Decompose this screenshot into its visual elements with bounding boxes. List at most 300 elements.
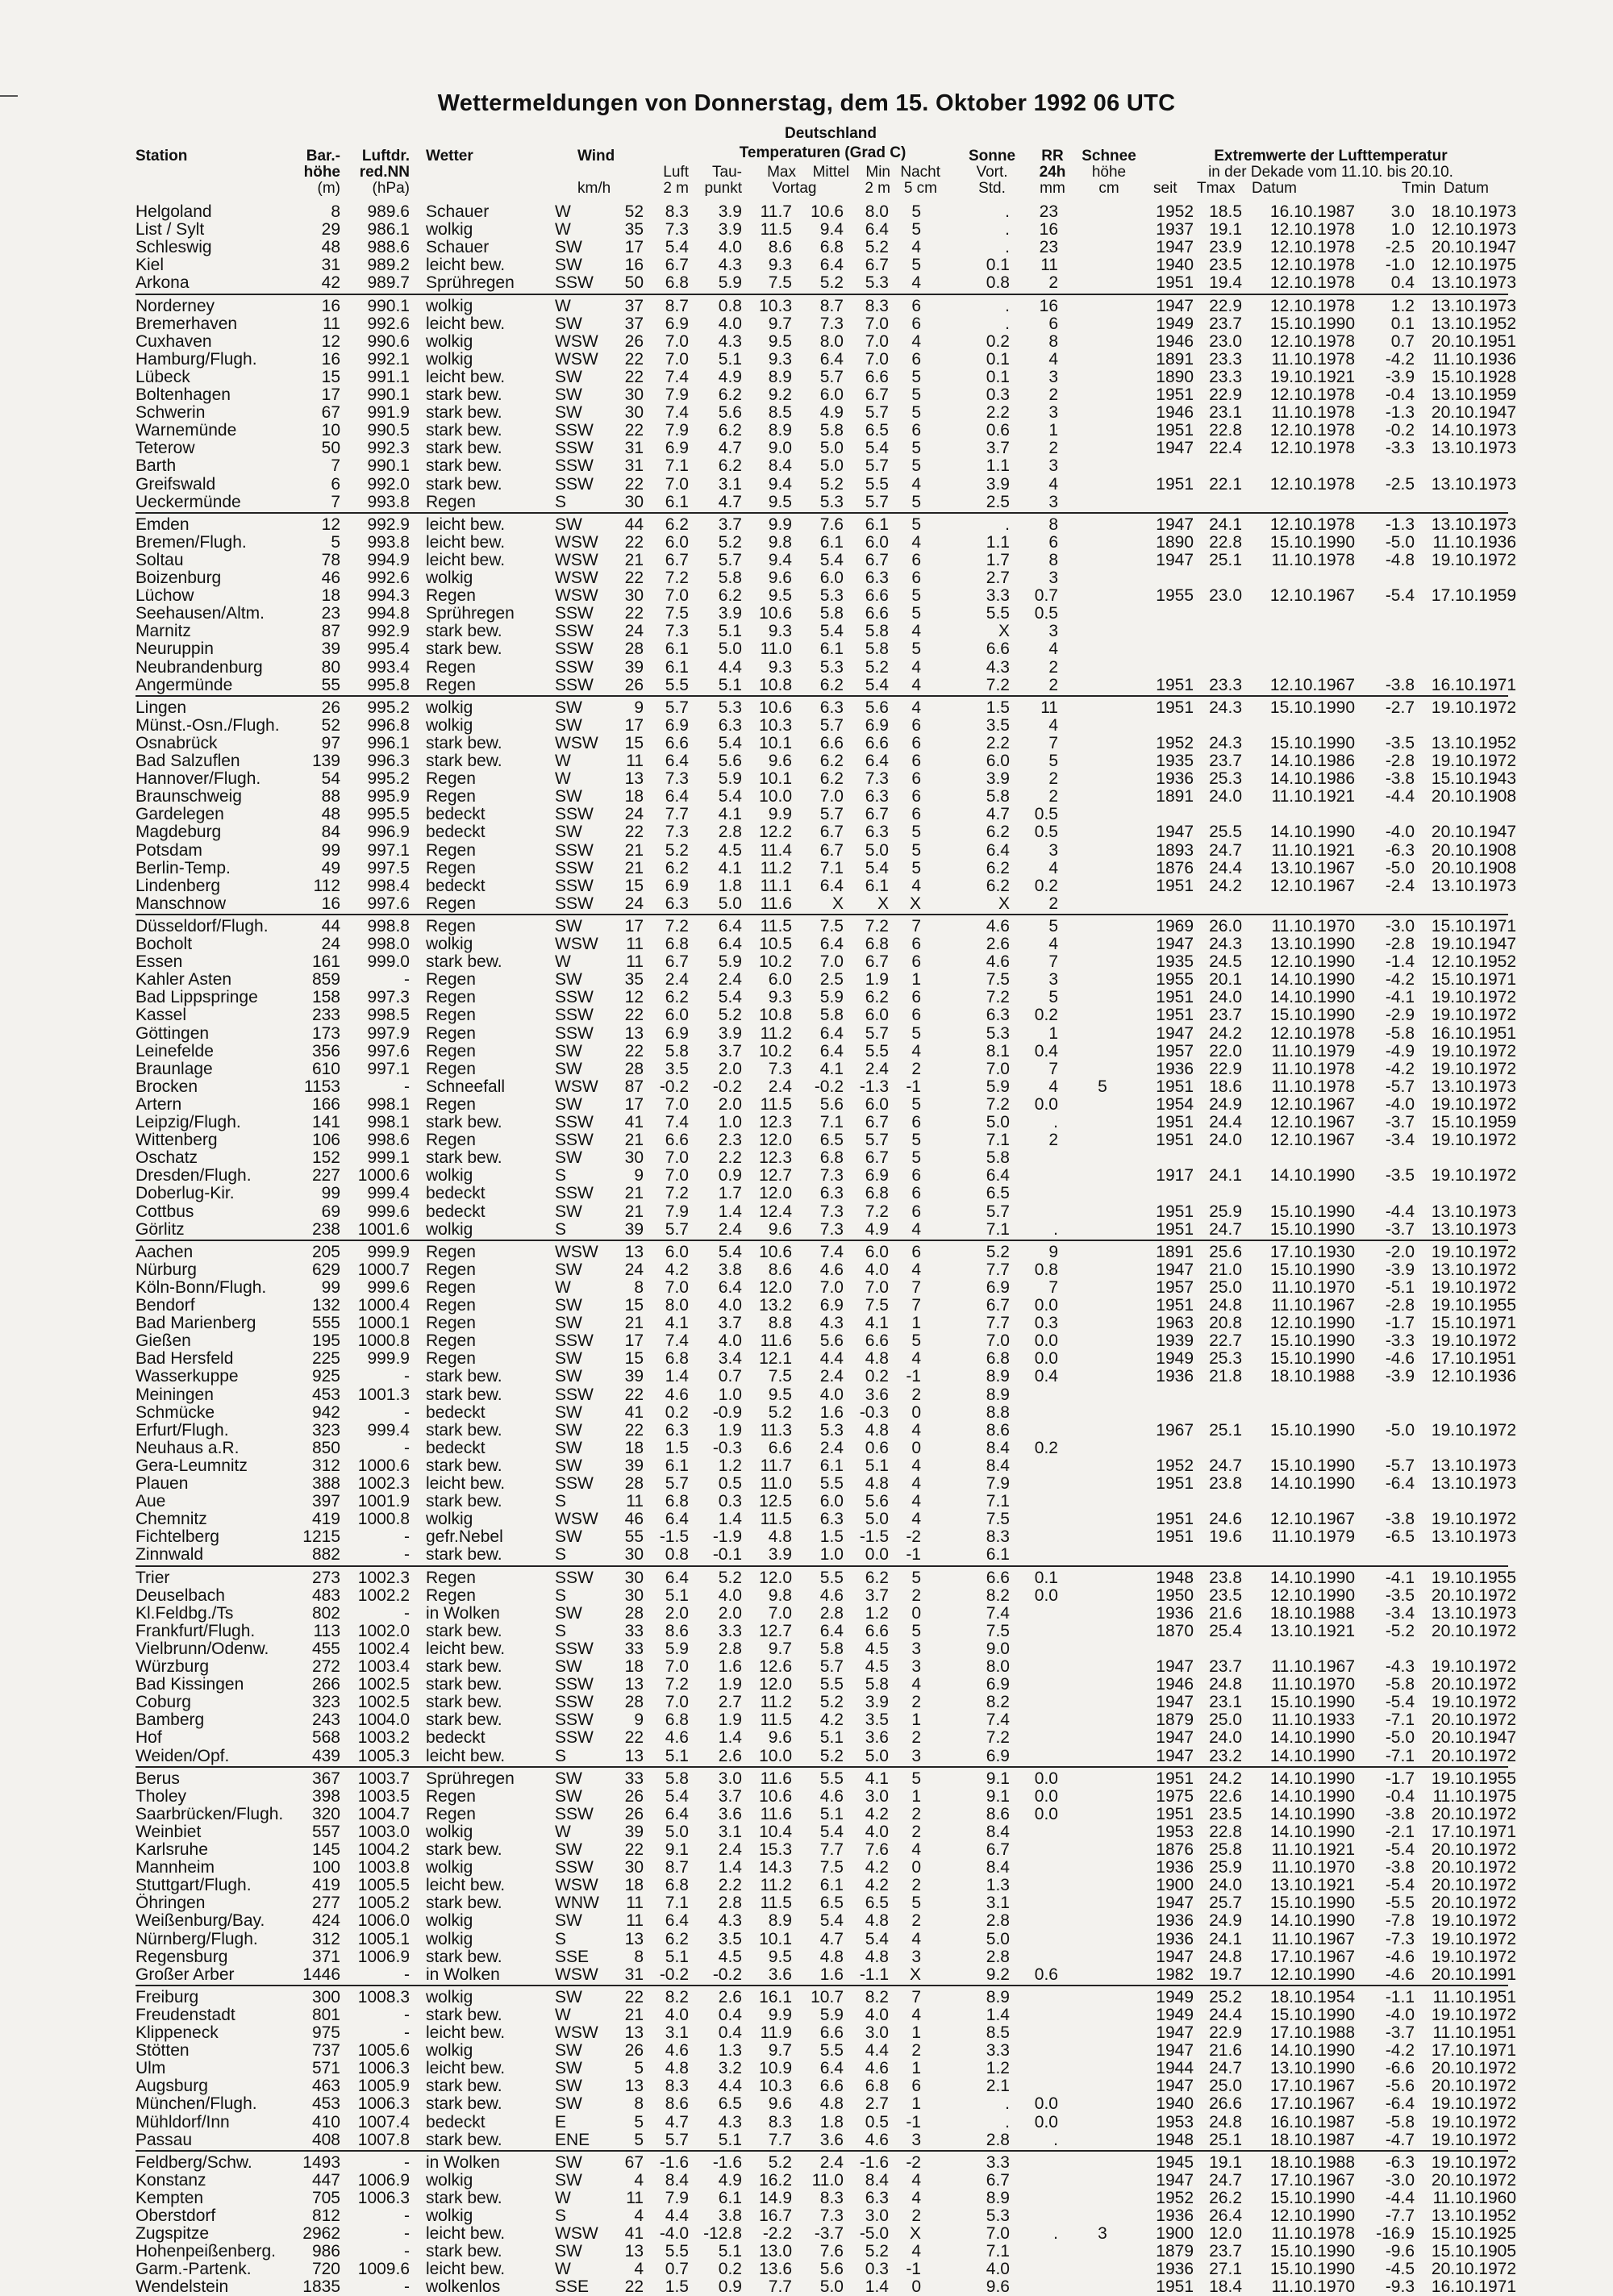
- cell-mittel: 5.3: [819, 1420, 844, 1440]
- cell-wetter: stark bew.: [426, 1657, 502, 1676]
- cell-rr: 9: [1048, 1242, 1058, 1261]
- cell-tmin: 0.4: [1390, 273, 1415, 293]
- hdr-tmin: Tmin: [1402, 180, 1436, 197]
- cell-wind-speed: 39: [624, 657, 644, 677]
- cell-tmin: -4.4: [1385, 787, 1415, 806]
- cell-seit: 1951: [1156, 1769, 1194, 1788]
- cell-max: 11.2: [760, 1023, 792, 1043]
- cell-wind-speed: 33: [624, 1639, 644, 1658]
- cell-min-2m: 3.5: [865, 1711, 889, 1730]
- cell-tmax-datum: 11.10.1970: [1271, 1675, 1355, 1694]
- cell-luftdruck: 989.6: [367, 202, 410, 221]
- cell-taupunkt: 4.3: [718, 1911, 742, 1931]
- cell-max: 12.3: [759, 1148, 792, 1168]
- cell-station: Passau: [135, 2130, 193, 2149]
- cell-tmin-datum: 13.10.1973: [1431, 1202, 1516, 1221]
- cell-min-2m: 8.3: [865, 296, 889, 315]
- cell-luftdruck: 1003.0: [357, 1822, 410, 1841]
- cell-tmax: 19.1: [1209, 2152, 1242, 2172]
- cell-min-2m: 6.6: [865, 604, 889, 623]
- cell-sonne: 6.4: [986, 840, 1010, 860]
- cell-tmax-datum: 11.10.1967: [1271, 1657, 1355, 1676]
- cell-tmax-datum: 15.10.1990: [1269, 733, 1355, 752]
- cell-luftdruck: 1000.6: [357, 1166, 410, 1186]
- cell-mittel: -3.7: [814, 2224, 844, 2244]
- table-row: [0, 1877, 1613, 1894]
- cell-rr: 4: [1048, 715, 1058, 735]
- cell-max: 12.0: [759, 1131, 792, 1150]
- cell-sonne: 7.5: [986, 1510, 1010, 1529]
- cell-min-5cm: 3: [911, 1947, 921, 1966]
- table-row: [0, 1748, 1613, 1765]
- cell-taupunkt: 6.5: [718, 2094, 742, 2114]
- cell-tmax-datum: 12.10.1978: [1269, 474, 1355, 494]
- cell-mittel: 6.5: [819, 1131, 844, 1150]
- cell-tmin: -4.6: [1385, 1349, 1415, 1369]
- cell-sonne: 7.1: [986, 1492, 1010, 1511]
- cell-min-2m: 6.3: [865, 787, 889, 806]
- cell-luft-2m: 6.4: [665, 1568, 689, 1587]
- cell-bar-hoehe: 323: [311, 1420, 340, 1440]
- table-row: [0, 953, 1613, 971]
- cell-seit: 1946: [1156, 1675, 1194, 1694]
- cell-tmax-datum: 18.10.1988: [1269, 1367, 1355, 1386]
- cell-sonne: 3.3: [986, 2152, 1010, 2172]
- cell-luftdruck: 997.9: [367, 1023, 410, 1043]
- cell-min-2m: 1.2: [865, 1603, 889, 1623]
- cell-luftdruck: 1004.2: [357, 1840, 410, 1859]
- hdr-wind-unit: km/h: [577, 180, 611, 197]
- cell-wind-speed: 18: [624, 1876, 644, 1895]
- cell-wetter: wolkig: [426, 296, 473, 315]
- cell-bar-hoehe: 225: [311, 1349, 340, 1369]
- cell-wind-speed: 9: [634, 1711, 644, 1730]
- cell-tmin-datum: 20.10.1972: [1431, 1675, 1516, 1694]
- cell-tmin-datum: 12.10.1936: [1431, 1367, 1516, 1386]
- cell-min-5cm: 5: [911, 604, 921, 623]
- cell-luft-2m: 4.2: [665, 1260, 689, 1279]
- cell-min-2m: 6.3: [865, 2188, 889, 2207]
- cell-luft-2m: 4.6: [665, 1385, 689, 1404]
- cell-luftdruck: 998.0: [367, 935, 410, 953]
- cell-tmin: -5.6: [1385, 2077, 1415, 2096]
- cell-tmin: -5.8: [1385, 2112, 1415, 2131]
- cell-sonne: 7.2: [986, 1728, 1010, 1748]
- cell-bar-hoehe: 112: [313, 876, 340, 895]
- cell-bar-hoehe: 78: [321, 550, 340, 569]
- cell-min-5cm: 5: [911, 492, 921, 511]
- cell-max: 5.2: [768, 2152, 792, 2172]
- cell-max: 12.0: [759, 1675, 792, 1694]
- cell-luft-2m: 6.6: [665, 1131, 689, 1150]
- cell-luftdruck: 1005.9: [357, 2077, 410, 2096]
- cell-wind-dir: WSW: [555, 586, 598, 606]
- cell-wetter: stark bew.: [426, 474, 502, 494]
- cell-wetter: wolkig: [426, 1510, 473, 1529]
- cell-luft-2m: 5.1: [665, 1586, 689, 1605]
- cell-seit: 1940: [1156, 256, 1194, 275]
- cell-wind-dir: SW: [555, 1456, 582, 1475]
- cell-luft-2m: 7.4: [665, 367, 689, 386]
- cell-tmax-datum: 12.10.1967: [1269, 1094, 1355, 1114]
- cell-luftdruck: -: [404, 1438, 410, 1457]
- cell-tmax: 24.7: [1209, 1456, 1242, 1475]
- hdr-rr1: RR: [1041, 148, 1064, 165]
- hdr-tau1: Tau-: [712, 164, 742, 181]
- cell-luftdruck: -: [404, 2023, 410, 2042]
- cell-tmin: -4.1: [1385, 1568, 1415, 1587]
- cell-tmax: 23.3: [1209, 349, 1242, 369]
- hdr-seit: seit: [1153, 180, 1177, 197]
- cell-min-2m: 5.2: [865, 657, 889, 677]
- cell-tmax: 25.8: [1209, 1840, 1242, 1859]
- cell-station: Plauen: [135, 1474, 189, 1493]
- cell-bar-hoehe: 84: [321, 823, 340, 842]
- cell-wind-speed: 13: [624, 1929, 644, 1948]
- cell-tmax: 25.3: [1209, 1349, 1242, 1369]
- cell-taupunkt: 1.4: [718, 1202, 742, 1221]
- cell-sonne: 5.3: [986, 2206, 1010, 2225]
- cell-mittel: 5.8: [819, 604, 844, 623]
- cell-wind-dir: SSE: [555, 1947, 590, 1966]
- cell-wind-dir: SW: [555, 403, 582, 423]
- hdr-nacht: Nacht: [900, 164, 940, 181]
- cell-bar-hoehe: 447: [311, 2170, 340, 2190]
- cell-min-2m: 5.7: [865, 403, 889, 423]
- cell-wind-dir: W: [555, 1277, 571, 1297]
- cell-tmax: 19.4: [1209, 273, 1242, 293]
- hdr-mittel: Mittel: [812, 164, 849, 181]
- cell-tmax: 25.0: [1209, 1711, 1242, 1730]
- cell-min-2m: 7.5: [865, 1296, 889, 1315]
- cell-tmin-datum: 15.10.1971: [1431, 970, 1516, 990]
- table-row: [0, 1894, 1613, 1912]
- cell-wetter: Regen: [426, 1296, 476, 1315]
- hdr-datum2: Datum: [1444, 180, 1489, 197]
- cell-tmax-datum: 12.10.1978: [1269, 256, 1355, 275]
- cell-taupunkt: 6.2: [718, 421, 742, 440]
- cell-tmin: -4.5: [1385, 2260, 1415, 2279]
- cell-luft-2m: 0.7: [665, 2260, 689, 2279]
- cell-luftdruck: 1002.0: [357, 1621, 410, 1640]
- cell-station: Emden: [135, 515, 190, 534]
- cell-sonne: 7.0: [986, 1059, 1010, 1078]
- cell-station: Stötten: [135, 2041, 190, 2061]
- cell-seit: 1947: [1156, 1260, 1194, 1279]
- cell-luftdruck: 999.6: [367, 1202, 410, 1221]
- cell-luftdruck: 1003.8: [357, 1858, 410, 1877]
- cell-tmax: 26.0: [1209, 916, 1242, 935]
- cell-wetter: stark bew.: [426, 622, 502, 641]
- cell-tmin-datum: 16.10.1971: [1431, 675, 1516, 694]
- cell-station: Gera-Leumnitz: [135, 1456, 248, 1475]
- cell-min-2m: -1.5: [859, 1527, 889, 1547]
- table-row: [0, 333, 1613, 351]
- cell-luftdruck: 997.1: [367, 840, 410, 860]
- cell-bar-hoehe: 419: [311, 1876, 340, 1895]
- cell-min-5cm: 4: [911, 532, 921, 552]
- cell-mittel: 9.4: [819, 220, 844, 240]
- cell-wind-speed: 13: [624, 1746, 644, 1765]
- cell-tmin: -5.5: [1385, 1894, 1415, 1913]
- cell-luft-2m: 6.8: [665, 1492, 689, 1511]
- cell-mittel: 5.9: [819, 988, 844, 1007]
- cell-wetter: stark bew.: [426, 1621, 502, 1640]
- cell-station: Bad Lippspringe: [135, 988, 258, 1007]
- cell-rr: 3: [1048, 622, 1058, 641]
- cell-luft-2m: 8.2: [665, 1987, 689, 2006]
- cell-sonne: 8.0: [986, 1657, 1010, 1676]
- cell-taupunkt: 0.8: [718, 296, 742, 315]
- cell-sonne: 6.0: [986, 752, 1010, 770]
- cell-min-2m: 6.2: [865, 1568, 889, 1587]
- cell-min-2m: 4.5: [865, 1639, 889, 1658]
- cell-luftdruck: 1000.4: [357, 1296, 410, 1315]
- cell-station: Freiburg: [135, 1987, 199, 2006]
- cell-max: 3.6: [768, 1965, 792, 1984]
- cell-max: 10.5: [759, 935, 792, 953]
- cell-station: Leinefelde: [135, 1041, 214, 1060]
- cell-tmin-datum: 20.10.1951: [1431, 331, 1516, 351]
- cell-min-5cm: 0: [911, 2277, 921, 2296]
- cell-tmax: 21.0: [1209, 1260, 1242, 1279]
- group-separator: [135, 914, 1156, 915]
- cell-luft-2m: 7.4: [665, 403, 689, 423]
- table-row: [0, 1859, 1613, 1877]
- cell-min-5cm: 6: [911, 733, 921, 752]
- cell-tmin: 1.2: [1390, 296, 1415, 315]
- cell-tmax: 25.1: [1209, 550, 1242, 569]
- cell-sonne: 7.1: [986, 1131, 1010, 1150]
- cell-bar-hoehe: 106: [311, 1131, 340, 1150]
- cell-bar-hoehe: 942: [311, 1402, 340, 1422]
- table-row: [0, 256, 1613, 274]
- cell-wind-dir: SW: [555, 698, 582, 717]
- cell-taupunkt: -0.3: [712, 1438, 742, 1457]
- cell-bar-hoehe: 113: [313, 1621, 340, 1640]
- cell-mittel: 7.3: [819, 314, 844, 333]
- cell-wetter: Sprühregen: [426, 1769, 515, 1788]
- cell-bar-hoehe: 439: [311, 1746, 340, 1765]
- cell-min-5cm: 1: [911, 1711, 921, 1730]
- cell-rr: 6: [1048, 532, 1058, 552]
- cell-min-5cm: 7: [911, 1296, 921, 1315]
- cell-luft-2m: 7.9: [665, 2188, 689, 2207]
- cell-tmin: -4.6: [1385, 1947, 1415, 1966]
- cell-wetter: leicht bew.: [426, 1876, 506, 1895]
- cell-tmax-datum: 14.10.1990: [1269, 1786, 1355, 1806]
- cell-tmin-datum: 11.10.1951: [1432, 1987, 1516, 2006]
- hdr-luft2: red.NN: [359, 164, 410, 181]
- cell-wind-dir: WSW: [555, 1077, 598, 1096]
- cell-sonne: 2.8: [986, 1947, 1010, 1966]
- cell-max: 10.6: [759, 1786, 792, 1806]
- cell-luft-2m: 4.4: [665, 2206, 689, 2225]
- cell-luftdruck: 999.1: [367, 1148, 410, 1168]
- cell-sonne: 8.9: [986, 1987, 1010, 2006]
- cell-mittel: 5.3: [819, 586, 844, 606]
- cell-wind-dir: E: [555, 2112, 567, 2131]
- cell-wind-dir: WSW: [555, 569, 598, 587]
- table-row: [0, 1096, 1613, 1114]
- cell-wind-dir: S: [555, 1219, 567, 1239]
- cell-sonne: .: [1005, 515, 1010, 534]
- cell-wind-dir: W: [555, 2188, 571, 2207]
- cell-max: 10.8: [759, 1006, 792, 1025]
- cell-sonne: X: [998, 894, 1010, 913]
- cell-tmax-datum: 17.10.1967: [1269, 2170, 1355, 2190]
- cell-min-2m: 4.6: [865, 2130, 889, 2149]
- cell-taupunkt: 4.7: [718, 439, 742, 458]
- cell-wetter: bedeckt: [426, 1728, 486, 1748]
- cell-wetter: stark bew.: [426, 421, 502, 440]
- cell-tmax: 22.4: [1209, 439, 1242, 458]
- cell-tmax-datum: 15.10.1990: [1269, 1006, 1355, 1025]
- cell-rr: 6: [1048, 314, 1058, 333]
- cell-tmin-datum: 20.10.1972: [1431, 2077, 1516, 2096]
- cell-taupunkt: 1.0: [718, 1113, 742, 1131]
- cell-wetter: wolkig: [426, 2170, 473, 2190]
- cell-seit: 1951: [1156, 698, 1194, 717]
- cell-max: 11.5: [760, 916, 792, 935]
- table-row: [0, 659, 1613, 677]
- cell-min-5cm: 4: [911, 1510, 921, 1529]
- cell-taupunkt: 1.4: [718, 1510, 742, 1529]
- cell-tmax: 24.8: [1209, 1296, 1242, 1315]
- cell-wetter: stark bew.: [426, 1492, 502, 1511]
- cell-tmax-datum: 11.10.1970: [1271, 916, 1355, 935]
- cell-tmin: -5.0: [1385, 532, 1415, 552]
- table-row: [0, 2024, 1613, 2042]
- cell-tmin-datum: 20.10.1972: [1431, 2260, 1516, 2279]
- cell-tmin: -5.8: [1385, 1023, 1415, 1043]
- cell-tmin: -5.4: [1385, 586, 1415, 606]
- cell-mittel: 4.1: [819, 1059, 844, 1078]
- cell-station: Lübeck: [135, 367, 190, 386]
- cell-mittel: 6.4: [819, 1041, 844, 1060]
- table-row: [0, 494, 1613, 511]
- cell-tmin: -3.5: [1385, 1586, 1415, 1605]
- cell-luft-2m: 6.9: [665, 439, 689, 458]
- cell-mittel: 4.8: [819, 1947, 844, 1966]
- cell-tmax-datum: 11.10.1978: [1271, 2224, 1355, 2244]
- cell-tmin: -1.3: [1385, 515, 1415, 534]
- cell-luft-2m: 7.0: [665, 1277, 689, 1297]
- cell-tmax-datum: 14.10.1990: [1269, 970, 1355, 990]
- cell-luft-2m: 8.4: [665, 2170, 689, 2190]
- cell-wetter: stark bew.: [426, 1545, 502, 1565]
- cell-wind-dir: SW: [555, 1911, 582, 1931]
- cell-wetter: Regen: [426, 1804, 476, 1823]
- cell-station: Öhringen: [135, 1894, 206, 1913]
- cell-mittel: 6.1: [819, 1876, 844, 1895]
- table-row: [0, 2190, 1613, 2207]
- cell-wetter: stark bew.: [426, 385, 502, 404]
- cell-taupunkt: 5.1: [718, 2242, 742, 2261]
- cell-tmin: -16.9: [1376, 2224, 1415, 2244]
- cell-wetter: bedeckt: [426, 1202, 486, 1221]
- hdr-deutschland: Deutschland: [784, 125, 877, 142]
- table-row: [0, 1440, 1613, 1457]
- cell-wind-speed: 21: [624, 2005, 644, 2024]
- cell-max: 10.4: [759, 1822, 792, 1841]
- cell-min-2m: 3.0: [865, 2206, 889, 2225]
- cell-station: Bad Marienberg: [135, 1314, 256, 1333]
- cell-tmax-datum: 13.10.1990: [1269, 935, 1355, 953]
- cell-rr: 0.8: [1034, 1260, 1058, 1279]
- cell-wind-speed: 31: [624, 1965, 644, 1984]
- cell-station: Essen: [135, 952, 183, 972]
- cell-rr: 0.0: [1034, 1786, 1058, 1806]
- cell-tmax-datum: 12.10.1990: [1269, 1586, 1355, 1605]
- cell-tmin: -7.8: [1385, 1911, 1415, 1931]
- cell-tmax-datum: 12.10.1978: [1269, 421, 1355, 440]
- cell-rr: 4: [1048, 1077, 1058, 1096]
- cell-tmax: 26.2: [1209, 2188, 1242, 2207]
- cell-wind-dir: WNW: [555, 1894, 599, 1913]
- cell-tmin-datum: 20.10.1947: [1431, 238, 1516, 257]
- cell-tmax: 23.8: [1209, 1474, 1242, 1493]
- table-row: [0, 2243, 1613, 2261]
- table-row: [0, 386, 1613, 404]
- table-row: [0, 1350, 1613, 1368]
- table-row: [0, 1221, 1613, 1239]
- cell-luft-2m: 6.9: [665, 876, 689, 895]
- cell-station: Dresden/Flugh.: [135, 1166, 252, 1186]
- cell-taupunkt: 0.2: [718, 2260, 742, 2279]
- cell-mittel: 5.6: [819, 2260, 844, 2279]
- cell-tmin: -4.2: [1385, 2041, 1415, 2061]
- cell-sonne: 2.8: [986, 1911, 1010, 1931]
- cell-tmax-datum: 11.10.1921: [1271, 787, 1355, 806]
- cell-min-2m: 6.7: [865, 1113, 889, 1131]
- cell-min-5cm: 5: [911, 640, 921, 659]
- hdr-min5cm: 5 cm: [903, 180, 937, 197]
- cell-wetter: leicht bew.: [426, 550, 506, 569]
- cell-min-5cm: 6: [911, 769, 921, 789]
- cell-wetter: stark bew.: [426, 2005, 502, 2024]
- cell-tmin: -2.5: [1385, 474, 1415, 494]
- cell-min-5cm: 2: [911, 1822, 921, 1841]
- cell-max: 9.3: [768, 988, 792, 1007]
- cell-wind-dir: SW: [555, 916, 582, 935]
- cell-wetter: Regen: [426, 1277, 476, 1297]
- cell-bar-hoehe: 18: [321, 586, 340, 606]
- table-row: [0, 752, 1613, 770]
- cell-tmax: 21.8: [1209, 1367, 1242, 1386]
- cell-wind-speed: 21: [624, 840, 644, 860]
- cell-min-5cm: 4: [911, 1929, 921, 1948]
- cell-wetter: stark bew.: [426, 1947, 502, 1966]
- cell-wetter: stark bew.: [426, 2130, 502, 2149]
- cell-wind-speed: 31: [624, 456, 644, 476]
- table-row: [0, 1711, 1613, 1729]
- cell-luftdruck: 994.9: [367, 550, 410, 569]
- cell-tmax: 24.2: [1209, 876, 1242, 895]
- cell-mittel: 4.3: [819, 1314, 844, 1333]
- cell-wind-speed: 41: [624, 1113, 644, 1131]
- cell-tmin-datum: 13.10.1972: [1431, 1260, 1516, 1279]
- cell-station: Münst.-Osn./Flugh.: [135, 715, 280, 735]
- cell-wind-dir: SSW: [555, 456, 594, 476]
- cell-wetter: Regen: [426, 894, 476, 913]
- hdr-extrem2: in der Dekade vom 11.10. bis 20.10.: [1208, 164, 1453, 181]
- cell-mittel: 6.9: [819, 1296, 844, 1315]
- table-row: [0, 1931, 1613, 1948]
- cell-max: 14.3: [759, 1858, 792, 1877]
- cell-mittel: 1.5: [819, 1527, 844, 1547]
- cell-wind-dir: W: [555, 2260, 571, 2279]
